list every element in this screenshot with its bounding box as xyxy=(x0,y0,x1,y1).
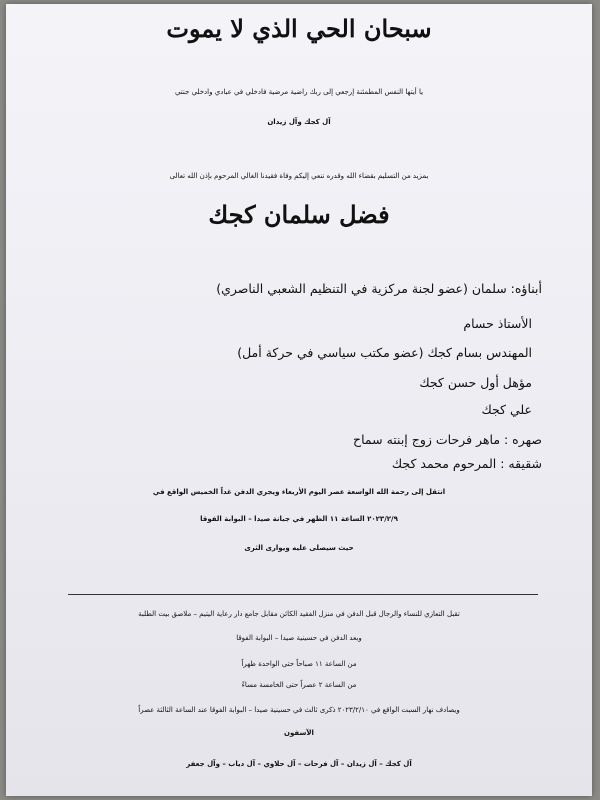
obituary-title: سبحان الحي الذي لا يموت xyxy=(166,14,432,43)
condolence-line-3: من الساعة ١١ صباحاً حتى الواحدة ظهراً xyxy=(241,660,357,668)
relative-son-in-law: صهره : ماهر فرحات زوج إبنته سماح xyxy=(353,432,542,447)
section-divider xyxy=(68,594,538,595)
funeral-line-1: انتقل إلى رحمة الله الواسعة عصر اليوم الأربعاء ويجري الدفن غداً الخميس الواقع في xyxy=(152,488,446,496)
relative-brother: شقيقه : المرحوم محمد كجك xyxy=(391,456,542,471)
mourning-families: آل كجك – آل زيدان – آل فرحات – آل حلاوي – آل دياب – وآل جعفر xyxy=(186,760,412,768)
relative-sons: أبناؤه: سلمان (عضو لجنة مركزية في التنظيم الشعبي الناصري) xyxy=(216,281,542,296)
relative-son-4: مؤهل أول حسن كجك xyxy=(419,375,532,390)
condolence-line-2: وبعد الدفن في حسينية صيدا – البوابة الفوقا xyxy=(236,634,362,642)
relative-son-2: الأستاذ حسام xyxy=(463,316,532,331)
relative-son-5: علي كجك xyxy=(481,402,532,417)
condolence-line-5: ويصادف نهار السبت الواقع في ٢٠٢٣/٢/١٠ ذكرى ثالث في حسينية صيدا – البوابة الفوقا عند الساعة الثالثة عصراً xyxy=(138,706,460,714)
deceased-name: فضل سلمان كجك xyxy=(208,200,390,229)
family-names: آل كجك وآل زيدان xyxy=(267,118,331,126)
condolence-line-4: من الساعة ٢ عصراً حتى الخامسة مساءً xyxy=(241,681,357,689)
funeral-line-2: ٢٠٢٣/٢/٩ الساعة ١١ الظهر في جبانة صيدا – البوابة الفوقا xyxy=(200,515,398,523)
condolence-line-1: تقبل التعازي للنساء والرجال قبل الدفن في منزل الفقيد الكائن مقابل جامع دار رعاية اليتيم – ملاصق بيت الطلبة xyxy=(138,610,460,618)
funeral-line-3: حيث سيصلى عليه ويوارى الثرى xyxy=(244,544,354,552)
quran-verse: يا أيتها النفس المطمئنة إرجعي إلى ربك راضية مرضية فادخلي في عبادي وادخلي جنتي xyxy=(174,88,424,96)
death-announcement: بمزيد من التسليم بقضاء الله وقدره ننعي إليكم وفاة فقيدنا الغالي المرحوم بإذن الله تعالى xyxy=(169,172,429,180)
relative-son-3: المهندس بسام كجك (عضو مكتب سياسي في حركة أمل) xyxy=(237,345,532,360)
mourners-label: الآسفون xyxy=(284,729,314,737)
obituary-paper xyxy=(6,4,592,796)
